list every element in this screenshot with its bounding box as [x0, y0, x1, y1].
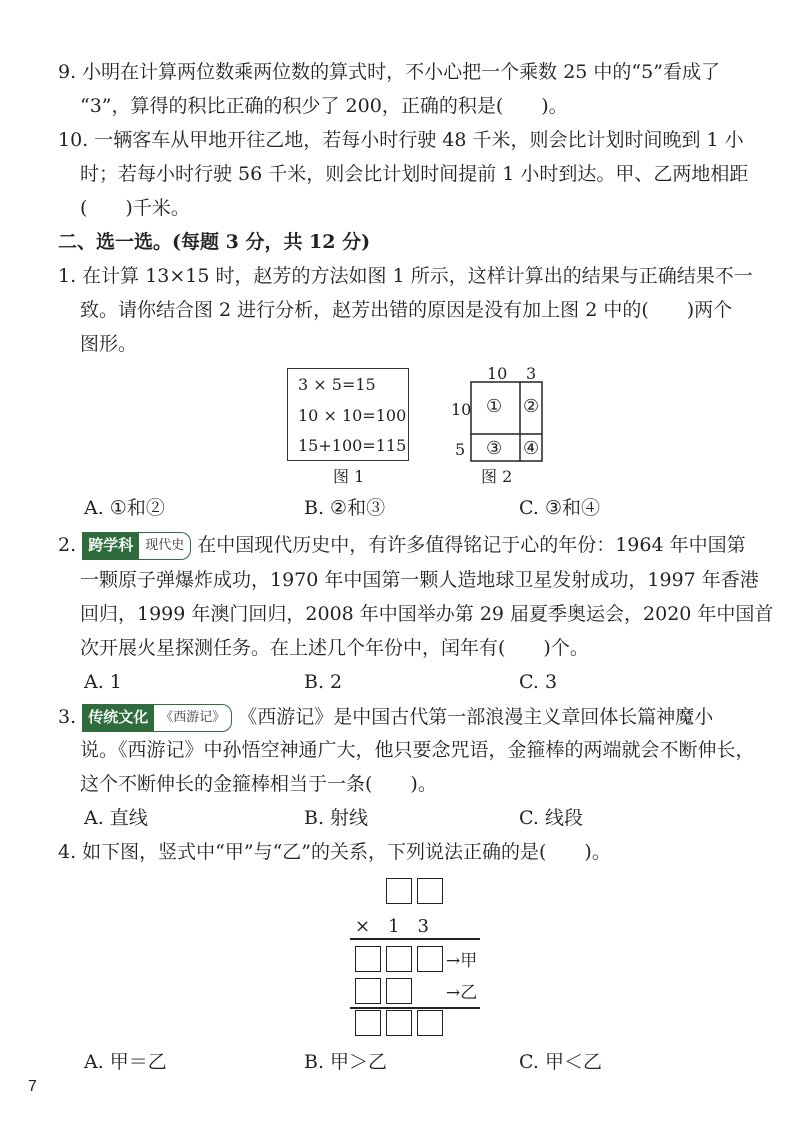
s1-option-a[interactable]: A. ①和②: [84, 497, 165, 519]
digit-box: [386, 878, 412, 904]
s2-number: 2.: [58, 534, 77, 556]
q10-line-1: 10. 一辆客车从甲地开往乙地，若每小时行驶 48 千米，则会比计划时间晚到 1 小: [58, 129, 744, 151]
q10-line-3: ( )千米。: [80, 197, 190, 219]
figure-2-cell: ①: [486, 396, 503, 417]
s1-line-3: 图形。: [80, 333, 138, 355]
s2-option-b[interactable]: B. 2: [304, 671, 343, 693]
figure-2-side-label: 5: [455, 440, 466, 459]
s4-option-c[interactable]: C. 甲＜乙: [519, 1051, 602, 1073]
s1-option-b[interactable]: B. ②和③: [304, 497, 386, 519]
digit-box: [386, 1010, 412, 1036]
s2-line-3: 回归，1999 年澳门回归，2008 年中国举办第 29 届夏季奥运会，2020 年中国首: [80, 603, 774, 625]
digit-box: [355, 946, 381, 972]
figure-2-side-label: 10: [451, 400, 472, 419]
s2-option-a[interactable]: A. 1: [84, 671, 122, 693]
s2-line-1: [58, 532, 746, 560]
figure-2-cell: ②: [523, 396, 540, 417]
s3-number: 3.: [58, 706, 77, 728]
s3-option-a[interactable]: A. 直线: [84, 807, 148, 829]
s4-line-1: 4. 如下图，竖式中“甲”与“乙”的关系，下列说法正确的是( )。: [58, 841, 611, 863]
s4-option-a[interactable]: A. 甲＝乙: [84, 1051, 167, 1073]
s3-option-b[interactable]: B. 射线: [304, 807, 369, 829]
digit-box: [417, 1010, 443, 1036]
s3-line-2: 说。《西游记》中孙悟空神通广大，他只要念咒语，金箍棒的两端就会不断伸长，: [80, 739, 755, 761]
subject-tag: 传统文化: [82, 704, 154, 732]
digit-box: [355, 978, 381, 1004]
label-jia: →甲: [446, 951, 478, 971]
figure-1-row: 3 × 5=15: [298, 375, 376, 394]
s1-line-2: 致。请你结合图 2 进行分析，赵芳出错的原因是没有加上图 2 中的( )两个: [80, 299, 733, 321]
figure-1-caption: 图 1: [333, 467, 365, 486]
figure-2-top-label: 3: [526, 364, 537, 383]
s3-line-3: 这个不断伸长的金箍棒相当于一条( )。: [80, 773, 437, 795]
s3-line-1: [58, 704, 713, 732]
s3-text: 《西游记》是中国古代第一部浪漫主义章回体长篇神魔小: [238, 706, 714, 728]
digit-box: [417, 946, 443, 972]
s4-option-b[interactable]: B. 甲＞乙: [304, 1051, 388, 1073]
q10-line-2: 时；若每小时行驶 56 千米，则会比计划时间提前 1 小时到达。甲、乙两地相距: [80, 163, 749, 185]
s2-line-4: 次开展火星探测任务。在上述几个年份中，闰年有( )个。: [80, 637, 589, 659]
figure-2-caption: 图 2: [481, 467, 513, 486]
digit-box: [355, 1010, 381, 1036]
multiplier-row: × 1 3: [355, 916, 429, 937]
digit-box: [386, 978, 412, 1004]
figure-1-row: 10 × 10=100: [298, 406, 407, 425]
digit-box: [417, 878, 443, 904]
label-yi: →乙: [446, 983, 478, 1003]
figure-2-cell: ③: [486, 438, 503, 459]
s2-option-c[interactable]: C. 3: [519, 671, 558, 693]
section-title: 二、选一选。(每题 3 分，共 12 分): [58, 231, 371, 253]
figure-2-top-label: 10: [487, 364, 508, 383]
s1-line-1: 1. 在计算 13×15 时，赵芳的方法如图 1 所示，这样计算出的结果与正确结果不一: [58, 265, 753, 287]
subject-subtag: 现代史: [139, 532, 191, 560]
rule-line: [350, 938, 480, 940]
figure-1-box: [287, 368, 409, 461]
page-number: 7: [28, 1078, 37, 1095]
q9-line-2: “3”，算得的积比正确的积少了 200，正确的积是( )。: [80, 95, 568, 117]
s3-option-c[interactable]: C. 线段: [519, 807, 583, 829]
s1-option-c[interactable]: C. ③和④: [519, 497, 600, 519]
rule-line: [350, 1007, 480, 1009]
figure-2-cell: ④: [523, 438, 540, 459]
s2-text: 在中国现代历史中，有许多值得铭记于心的年份：1964 年中国第: [197, 534, 746, 556]
digit-box: [386, 946, 412, 972]
subject-subtag: 《西游记》: [154, 704, 232, 732]
s2-line-2: 一颗原子弹爆炸成功，1970 年中国第一颗人造地球卫星发射成功，1997 年香港: [80, 569, 759, 591]
subject-tag: 跨学科: [82, 532, 139, 560]
figure-1-row: 15+100=115: [298, 436, 407, 455]
q9-line-1: 9. 小明在计算两位数乘两位数的算式时，不小心把一个乘数 25 中的“5”看成了: [58, 61, 720, 83]
